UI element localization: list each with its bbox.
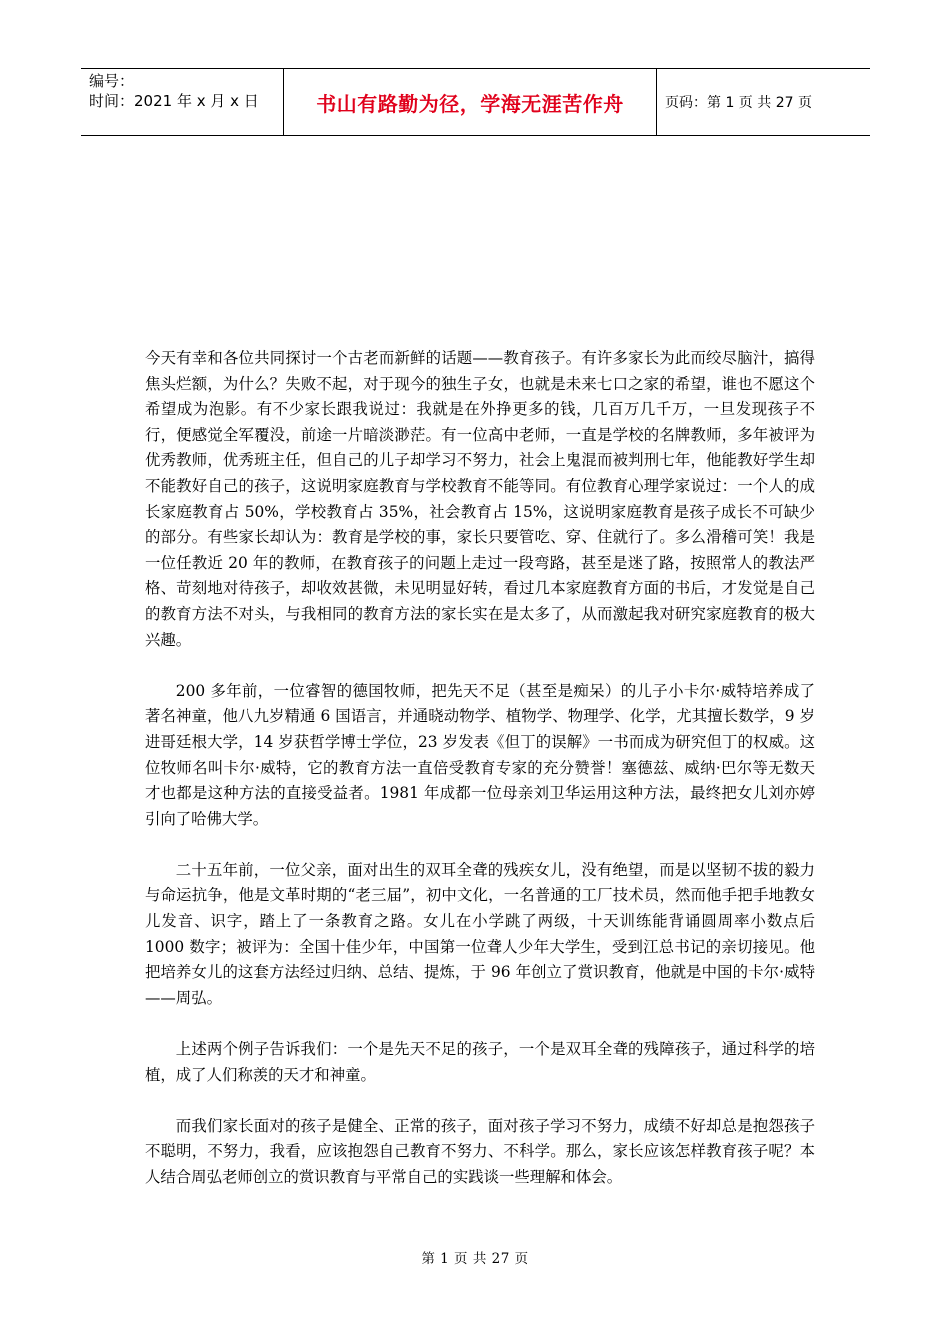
document-date-label: 时间：2021 年 x 月 x 日 [89, 92, 259, 110]
header-motto: 书山有路勤为径，学海无涯苦作舟 [284, 69, 657, 135]
paragraph-conclusion: 而我们家长面对的孩子是健全、正常的孩子，面对孩子学习不努力，成绩不好却总是抱怨孩子不聪明，不努力，我看，应该抱怨自己教育不努力、不科学。那么，家长应该怎样教育孩子呢？本人结合周弘老师创立的赏识教育与平常自己的实践谈一些理解和体会。 [145, 1116, 815, 1186]
paragraph-intro: 今天有幸和各位共同探讨一个古老而新鲜的话题——教育孩子。有许多家长为此而绞尽脑汁，搞得焦头烂额，为什么？失败不起，对于现今的独生子女，也就是未来七口之家的希望，谁也不愿这个希望成为泡影。有不少家长跟我说过：我就是在外挣更多的钱，几百万几千万，一旦发现孩子不行，便感觉全军覆没，前途一片暗淡渺茫。有一位高中老师，一直是学校的名牌教师，多年被评为优秀教师，优秀班主任，但自己的儿子却学习不努力，社会上鬼混而被判刑七年，他能教好学生却不能教好自己的孩子，这说明家庭教育与学校教育不能等同。有位教育心理学家说过：一个人的成长家庭教育占 50%，学校教育占 35%，社会教育占 15%，这说明家庭教育是孩子成长不可缺少的部分。有些家长却认为：教育是学校的事，家长只要管吃、穿、住就行了。多么滑稽可笑！我是一位任教近 20 年的教师，在教育孩子的问题上走过一段弯路，甚至是迷了路，按照常人的教法严格、苛刻地对待孩子，却收效甚微，未见明显好转，看过几本家庭教育方面的书后，才发觉是自己的教育方法不对头，与我相同的教育方法的家长实在是太多了，从而激起我对研究家庭教育的极大兴趣。 [145, 349, 815, 649]
header-meta-cell [81, 69, 284, 135]
paragraph-karl-witte: 200 多年前，一位睿智的德国牧师，把先天不足（甚至是痴呆）的儿子小卡尔·威特培养成了著名神童，他八九岁精通 6 国语言，并通晓动物学、植物学、物理学、化学，尤其擅长数学，9 岁进哥廷根大学，14 岁获哲学博士学位，23 岁发表《但丁的误解》一书而成为研究但丁的权威。这位牧师名叫卡尔·威特，它的教育方法一直倍受教育专家的充分赞誉！塞德兹、威纳·巴尔等无数天才也都是这种方法的直接受益者。1981 年成都一位母亲刘卫华运用这种方法，最终把女儿刘亦婷引向了哈佛大学。 [145, 681, 815, 828]
header-page-number: 页码：第 1 页 共 27 页 [665, 95, 812, 111]
document-number-label: 编号： [89, 72, 135, 90]
paragraph-examples-summary: 上述两个例子告诉我们：一个是先天不足的孩子，一个是双耳全聋的残障孩子，通过科学的培植，成了人们称羡的天才和神童。 [145, 1040, 815, 1084]
header-table [81, 68, 870, 136]
paragraph-zhou-hong: 二十五年前，一位父亲，面对出生的双耳全聋的残疾女儿，没有绝望，而是以坚韧不拔的毅力与命运抗争，他是文革时期的“老三届”，初中文化，一名普通的工厂技术员，然而他手把手地教女儿发音、识字，踏上了一条教育之路。女儿在小学跳了两级，十天训练能背诵圆周率小数点后 1000 数字；被评为：全国十佳少年，中国第一位聋人少年大学生，受到江总书记的亲切接见。他把培养女儿的这套方法经过归纳、总结、提炼，于 96 年创立了赏识教育，他就是中国的卡尔·威特——周弘。 [145, 860, 815, 1007]
document-body [145, 346, 815, 1216]
page-footer: 第 1 页 共 27 页 [421, 1251, 529, 1267]
